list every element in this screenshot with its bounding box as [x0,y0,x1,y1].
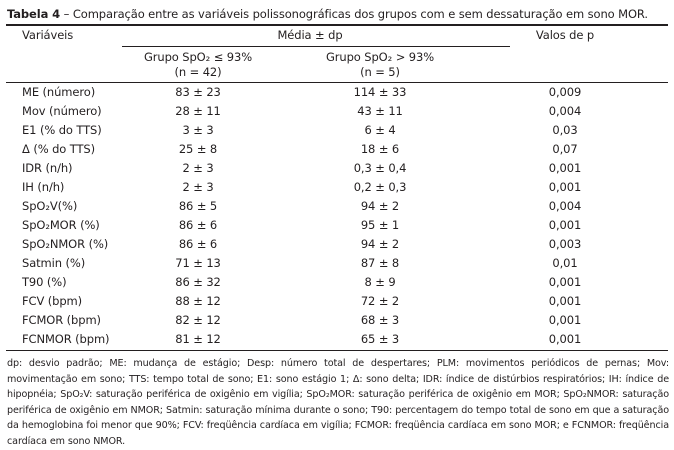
row-group2: 8 ± 9 [364,275,396,289]
header-group1-line2: (n = 42) [174,65,222,79]
row-variable: FCNMOR (bpm) [22,332,110,346]
row-group1: 83 ± 23 [175,85,221,99]
row-variable: IDR (n/h) [22,161,73,175]
bottom-rule [6,350,668,351]
row-group1: 88 ± 12 [175,294,221,308]
row-pvalue: 0,001 [548,332,582,346]
row-pvalue: 0,001 [548,294,582,308]
row-pvalue: 0,07 [552,142,578,156]
row-pvalue: 0,03 [552,123,578,137]
row-group1: 81 ± 12 [175,332,221,346]
header-variables: Variáveis [22,28,74,42]
row-group1: 86 ± 32 [175,275,221,289]
header-mean: Média ± dp [277,28,343,42]
row-group1: 86 ± 5 [178,199,218,213]
row-variable: SpO₂MOR (%) [22,218,100,232]
row-pvalue: 0,003 [548,237,582,251]
row-variable: Δ (% do TTS) [22,142,96,156]
row-pvalue: 0,004 [548,199,582,213]
row-variable: Mov (número) [22,104,102,118]
row-group2: 87 ± 8 [360,256,400,270]
table-label: Tabela 4 [7,7,61,21]
header-rule [6,82,668,83]
row-pvalue: 0,001 [548,180,582,194]
row-group2: 94 ± 2 [360,237,400,251]
row-pvalue: 0,009 [548,85,582,99]
row-group1: 3 ± 3 [182,123,214,137]
row-group2: 114 ± 33 [353,85,407,99]
row-group1: 25 ± 8 [178,142,218,156]
row-group2: 0,3 ± 0,4 [353,161,407,175]
row-group2: 72 ± 2 [360,294,400,308]
row-variable: Satmin (%) [22,256,86,270]
row-variable: SpO₂V(%) [22,199,78,213]
header-group1-line1: Grupo SpO₂ ≤ 93% [143,50,253,64]
row-group1: 28 ± 11 [175,104,221,118]
row-group2: 0,2 ± 0,3 [353,180,407,194]
row-variable: IH (n/h) [22,180,65,194]
table-title [7,7,648,21]
header-group2-line1: Grupo SpO₂ > 93% [325,50,435,64]
row-variable: E1 (% do TTS) [22,123,102,137]
row-pvalue: 0,001 [548,275,582,289]
row-pvalue: 0,001 [548,161,582,175]
row-group1: 2 ± 3 [182,180,214,194]
row-pvalue: 0,01 [552,256,578,270]
row-group1: 2 ± 3 [182,161,214,175]
mean-subrule [122,46,510,47]
row-variable: ME (número) [22,85,96,99]
row-group2: 65 ± 3 [360,332,400,346]
table-caption: Comparação entre as variáveis polissonográficas dos grupos com e sem dessaturação em sono MOR. [72,7,648,21]
row-group2: 68 ± 3 [360,313,400,327]
row-variable: T90 (%) [22,275,67,289]
row-variable: FCMOR (bpm) [22,313,101,327]
table-footnote: dp: desvio padrão; ME: mudança de estágio; Desp: número total de despertares; PLM: movimentos periódicos de pernas; Mov: movimentação em sono; TTS: tempo total de sono; E1: sono estágio 1; Δ: sono delta; IDR: índice de distúrbios respiratórios; IH: índice de hipopnéia; SpO₂V: saturação periférica de oxigênio em vigília; SpO₂MOR: saturação periférica de oxigênio em MOR; SpO₂NMOR: saturação periférica de oxigênio em NMOR; Satmin: saturação mínima durante o sono; T90: percentagem do tempo total de sono em que a saturação da hemoglobina foi menor que 90%; FCV: freqüência cardíaca em vigília; FCMOR: freqüência cardíaca em sono MOR; e FCNMOR: freqüência cardíaca em sono NMOR. [7,358,669,447]
top-rule [6,24,668,26]
row-group2: 43 ± 11 [357,104,403,118]
row-variable: SpO₂NMOR (%) [22,237,109,251]
header-pvalue: Valos de p [535,28,595,42]
title-dash: – [60,7,73,21]
row-variable: FCV (bpm) [22,294,83,308]
row-group2: 18 ± 6 [360,142,400,156]
row-group1: 86 ± 6 [178,218,218,232]
row-group1: 82 ± 12 [175,313,221,327]
row-group2: 6 ± 4 [364,123,396,137]
header-group2-line2: (n = 5) [360,65,400,79]
row-group2: 94 ± 2 [360,199,400,213]
row-group2: 95 ± 1 [360,218,400,232]
row-group1: 71 ± 13 [175,256,221,270]
row-pvalue: 0,001 [548,313,582,327]
row-pvalue: 0,001 [548,218,582,232]
row-pvalue: 0,004 [548,104,582,118]
row-group1: 86 ± 6 [178,237,218,251]
